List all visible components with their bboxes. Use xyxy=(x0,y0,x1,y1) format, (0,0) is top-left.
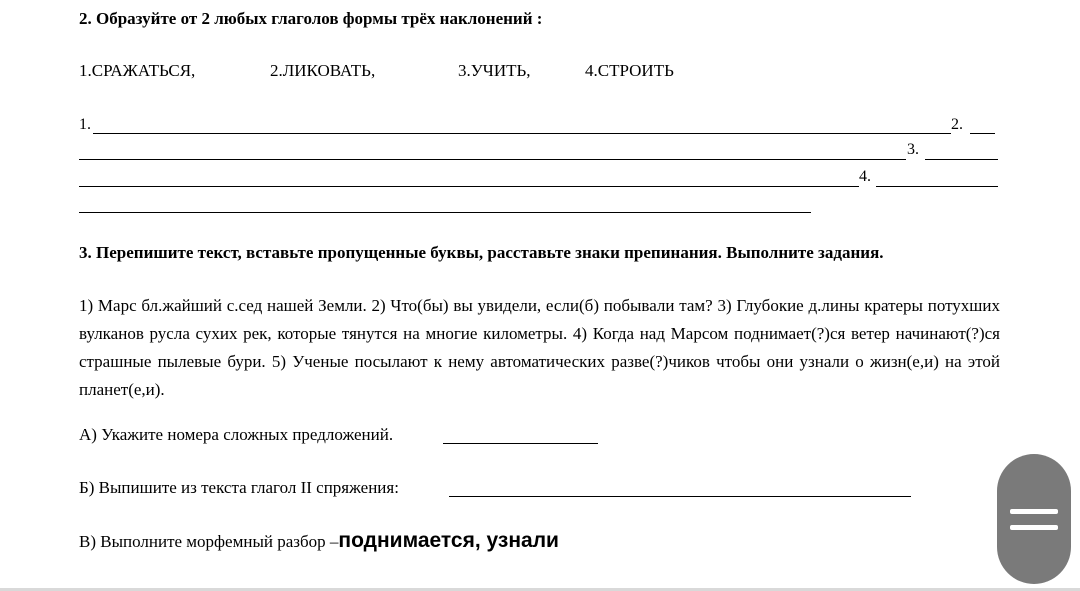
answer-label-2: 2. xyxy=(951,116,963,133)
answer-label-1: 1. xyxy=(79,116,91,133)
answer-line-3a[interactable] xyxy=(925,159,998,160)
answer-line-2b[interactable] xyxy=(79,159,906,160)
question-b: Б) Выпишите из текста глагол II спряжения: xyxy=(79,478,399,497)
answer-line-1[interactable] xyxy=(93,133,951,134)
verb-1: 1.СРАЖАТЬСЯ, xyxy=(79,61,196,80)
task2-title: 2. Образуйте от 2 любых глаголов формы трёх наклонений : xyxy=(79,9,543,28)
menu-icon-bar-bottom xyxy=(1010,525,1058,530)
question-b-answer-line[interactable] xyxy=(449,496,911,497)
verb-2: 2.ЛИКОВАТЬ, xyxy=(270,61,376,80)
question-a: А) Укажите номера сложных предложений. xyxy=(79,425,394,444)
question-c-prefix: В) Выполните морфемный разбор – xyxy=(79,532,339,551)
verb-3: 3.УЧИТЬ, xyxy=(458,61,531,80)
task3-text: 1) Марс бл.жайший с.сед нашей Земли. 2) Что(бы) вы увидели, если(б) побывали там? 3) Глубокие д.лины кратеры потухших вулканов русла сухих рек, которые тянутся на многие километры. 4) Когда над Марсом поднимает(?)ся ветер начинают(?)ся страшные пылевые бури. 5) Ученые посылают к нему автоматических разве(?)чиков чтобы они узнали о жизн(е,и) на этой планет(е,и). xyxy=(79,296,1000,399)
verb-4: 4.СТРОИТЬ xyxy=(585,61,674,80)
answer-line-2a[interactable] xyxy=(970,133,995,134)
answer-label-4: 4. xyxy=(859,168,871,185)
question-c-words: поднимается, узнали xyxy=(338,529,559,552)
answer-line-4a[interactable] xyxy=(876,186,998,187)
menu-button[interactable] xyxy=(997,454,1071,584)
question-a-answer-line[interactable] xyxy=(443,443,598,444)
question-c xyxy=(79,529,559,553)
answer-line-4b[interactable] xyxy=(79,212,811,213)
menu-icon-bar-top xyxy=(1010,509,1058,514)
answer-line-3b[interactable] xyxy=(79,186,859,187)
answer-label-3: 3. xyxy=(907,141,919,158)
task3-title: 3. Перепишите текст, вставьте пропущенные буквы, расставьте знаки препинания. Выполните задания. xyxy=(79,243,884,262)
